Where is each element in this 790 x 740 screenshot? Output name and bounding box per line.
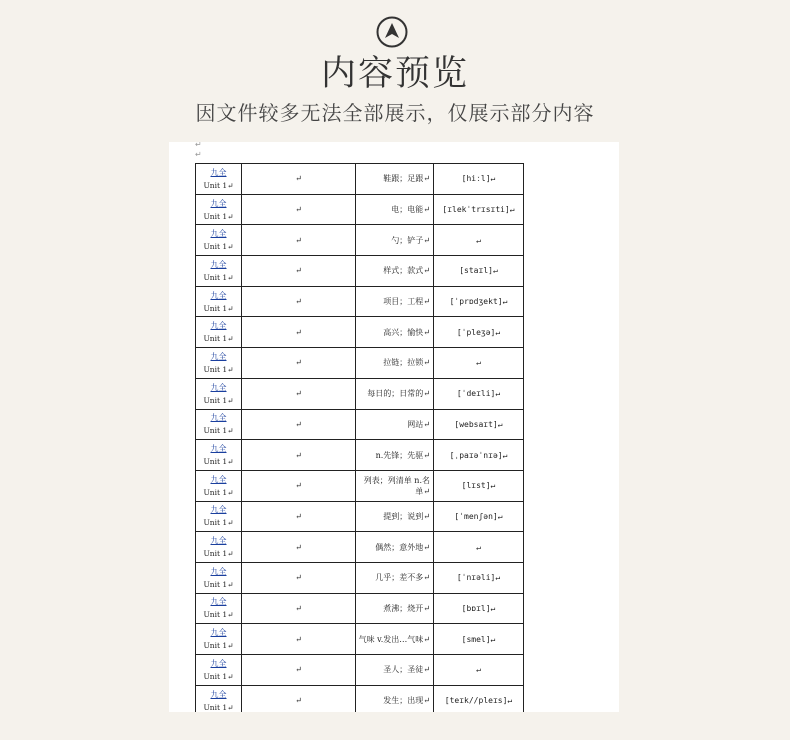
chinese-meaning-cell: 偶然；意外地↵ <box>356 532 434 563</box>
unit-cell <box>196 440 242 471</box>
word-cell: ↵ <box>242 164 356 195</box>
phonetic-cell: [teɪk//pleɪs]↵ <box>434 685 524 712</box>
word-cell: ↵ <box>242 409 356 440</box>
unit-label: Unit 1↵ <box>203 364 234 374</box>
unit-cell <box>196 532 242 563</box>
unit-label: Unit 1↵ <box>203 180 234 190</box>
chinese-meaning-cell: 勺；铲子↵ <box>356 225 434 256</box>
word-cell: ↵ <box>242 286 356 317</box>
word-cell: ↵ <box>242 562 356 593</box>
unit-cell <box>196 409 242 440</box>
unit-cell <box>196 317 242 348</box>
unit-cell <box>196 470 242 501</box>
unit-label: Unit 1↵ <box>203 518 234 528</box>
chinese-meaning-cell: 鞋跟；足跟↵ <box>356 164 434 195</box>
table-row <box>196 286 524 317</box>
unit-label: Unit 1↵ <box>203 272 234 282</box>
unit-label: Unit 1↵ <box>203 549 234 559</box>
unit-cell <box>196 256 242 287</box>
unit-name: 九全 <box>210 444 227 454</box>
unit-name: 九全 <box>210 290 227 300</box>
table-row <box>196 624 524 655</box>
unit-cell <box>196 378 242 409</box>
table-row <box>196 685 524 712</box>
word-cell: ↵ <box>242 685 356 712</box>
unit-cell <box>196 348 242 379</box>
unit-name: 九全 <box>210 536 227 546</box>
unit-name: 九全 <box>210 505 227 515</box>
chinese-meaning-cell: 样式；款式↵ <box>356 256 434 287</box>
word-cell: ↵ <box>242 317 356 348</box>
phonetic-cell: [ˈmenʃən]↵ <box>434 501 524 532</box>
chinese-meaning-cell: 气味 v.发出…气味↵ <box>356 624 434 655</box>
unit-cell <box>196 685 242 712</box>
table-row <box>196 562 524 593</box>
unit-name: 九全 <box>210 628 227 638</box>
document-preview[interactable] <box>169 142 619 712</box>
paragraph-mark: ↵ <box>195 142 202 149</box>
chinese-meaning-cell: 每日的；日常的↵ <box>356 378 434 409</box>
unit-cell <box>196 562 242 593</box>
table-row <box>196 225 524 256</box>
unit-name: 九全 <box>210 566 227 576</box>
word-cell: ↵ <box>242 624 356 655</box>
phonetic-cell: [ɪlekˈtrɪsɪti]↵ <box>434 194 524 225</box>
phonetic-cell: [ˈpleʒə]↵ <box>434 317 524 348</box>
unit-label: Unit 1↵ <box>203 334 234 344</box>
chinese-meaning-cell: 煮沸；烧开↵ <box>356 593 434 624</box>
unit-label: Unit 1↵ <box>203 211 234 221</box>
table-row <box>196 409 524 440</box>
unit-label: Unit 1↵ <box>203 610 234 620</box>
unit-name: 九全 <box>210 474 227 484</box>
chinese-meaning-cell: 电；电能↵ <box>356 194 434 225</box>
table-row <box>196 317 524 348</box>
chinese-meaning-cell: 圣人；圣徒↵ <box>356 655 434 686</box>
unit-name: 九全 <box>210 198 227 208</box>
page-title: 内容预览 <box>320 54 469 94</box>
word-cell: ↵ <box>242 256 356 287</box>
table-row <box>196 593 524 624</box>
unit-cell <box>196 593 242 624</box>
word-cell: ↵ <box>242 501 356 532</box>
chinese-meaning-cell: 几乎；差不多↵ <box>356 562 434 593</box>
phonetic-cell: [ˈdeɪli]↵ <box>434 378 524 409</box>
table-row <box>196 164 524 195</box>
table-row <box>196 348 524 379</box>
chinese-meaning-cell: 列表；列清单 n.名单↵ <box>356 470 434 501</box>
unit-cell <box>196 286 242 317</box>
phonetic-cell: [smel]↵ <box>434 624 524 655</box>
unit-cell <box>196 655 242 686</box>
unit-label: Unit 1↵ <box>203 487 234 497</box>
paragraph-mark: ↵ <box>195 150 202 159</box>
unit-label: Unit 1↵ <box>203 426 234 436</box>
phonetic-cell: [ˌpaɪəˈnɪə]↵ <box>434 440 524 471</box>
word-cell: ↵ <box>242 348 356 379</box>
table-row <box>196 470 524 501</box>
word-cell: ↵ <box>242 378 356 409</box>
phonetic-cell: [ˈprɒdʒekt]↵ <box>434 286 524 317</box>
table-row <box>196 194 524 225</box>
word-cell: ↵ <box>242 194 356 225</box>
phonetic-cell: ↵ <box>434 348 524 379</box>
unit-label: Unit 1↵ <box>203 579 234 589</box>
unit-label: Unit 1↵ <box>203 303 234 313</box>
table-row <box>196 501 524 532</box>
unit-label: Unit 1↵ <box>203 702 234 712</box>
page-subtitle: 因文件较多无法全部展示，仅展示部分内容 <box>195 101 595 125</box>
word-cell: ↵ <box>242 593 356 624</box>
word-cell: ↵ <box>242 470 356 501</box>
phonetic-cell: ↵ <box>434 655 524 686</box>
unit-cell <box>196 194 242 225</box>
unit-name: 九全 <box>210 229 227 239</box>
unit-name: 九全 <box>210 382 227 392</box>
phonetic-cell: [bɒɪl]↵ <box>434 593 524 624</box>
unit-name: 九全 <box>210 597 227 607</box>
unit-cell <box>196 501 242 532</box>
unit-label: Unit 1↵ <box>203 641 234 651</box>
unit-label: Unit 1↵ <box>203 395 234 405</box>
chinese-meaning-cell: 网站↵ <box>356 409 434 440</box>
table-row <box>196 532 524 563</box>
unit-name: 九全 <box>210 689 227 699</box>
word-cell: ↵ <box>242 440 356 471</box>
unit-cell <box>196 624 242 655</box>
table-row <box>196 440 524 471</box>
unit-label: Unit 1↵ <box>203 671 234 681</box>
table-row <box>196 655 524 686</box>
unit-name: 九全 <box>210 658 227 668</box>
phonetic-cell: [websaɪt]↵ <box>434 409 524 440</box>
unit-name: 九全 <box>210 321 227 331</box>
chinese-meaning-cell: 发生；出现↵ <box>356 685 434 712</box>
unit-label: Unit 1↵ <box>203 242 234 252</box>
phonetic-cell: [hiːl]↵ <box>434 164 524 195</box>
table-row <box>196 256 524 287</box>
chinese-meaning-cell: 项目；工程↵ <box>356 286 434 317</box>
chinese-meaning-cell: n.先锋；先驱↵ <box>356 440 434 471</box>
table-row <box>196 378 524 409</box>
unit-name: 九全 <box>210 413 227 423</box>
vocabulary-table <box>195 163 524 712</box>
phonetic-cell: ↵ <box>434 532 524 563</box>
unit-name: 九全 <box>210 351 227 361</box>
unit-label: Unit 1↵ <box>203 457 234 467</box>
word-cell: ↵ <box>242 225 356 256</box>
phonetic-cell: [ˈnɪəli]↵ <box>434 562 524 593</box>
up-arrow-circle-icon <box>376 16 408 48</box>
phonetic-cell: [staɪl]↵ <box>434 256 524 287</box>
chinese-meaning-cell: 高兴；愉快↵ <box>356 317 434 348</box>
unit-name: 九全 <box>210 167 227 177</box>
word-cell: ↵ <box>242 532 356 563</box>
unit-cell <box>196 164 242 195</box>
word-cell: ↵ <box>242 655 356 686</box>
chinese-meaning-cell: 提到；说到↵ <box>356 501 434 532</box>
unit-cell <box>196 225 242 256</box>
phonetic-cell: ↵ <box>434 225 524 256</box>
phonetic-cell: [lɪst]↵ <box>434 470 524 501</box>
chinese-meaning-cell: 拉链；拉锁↵ <box>356 348 434 379</box>
unit-name: 九全 <box>210 259 227 269</box>
